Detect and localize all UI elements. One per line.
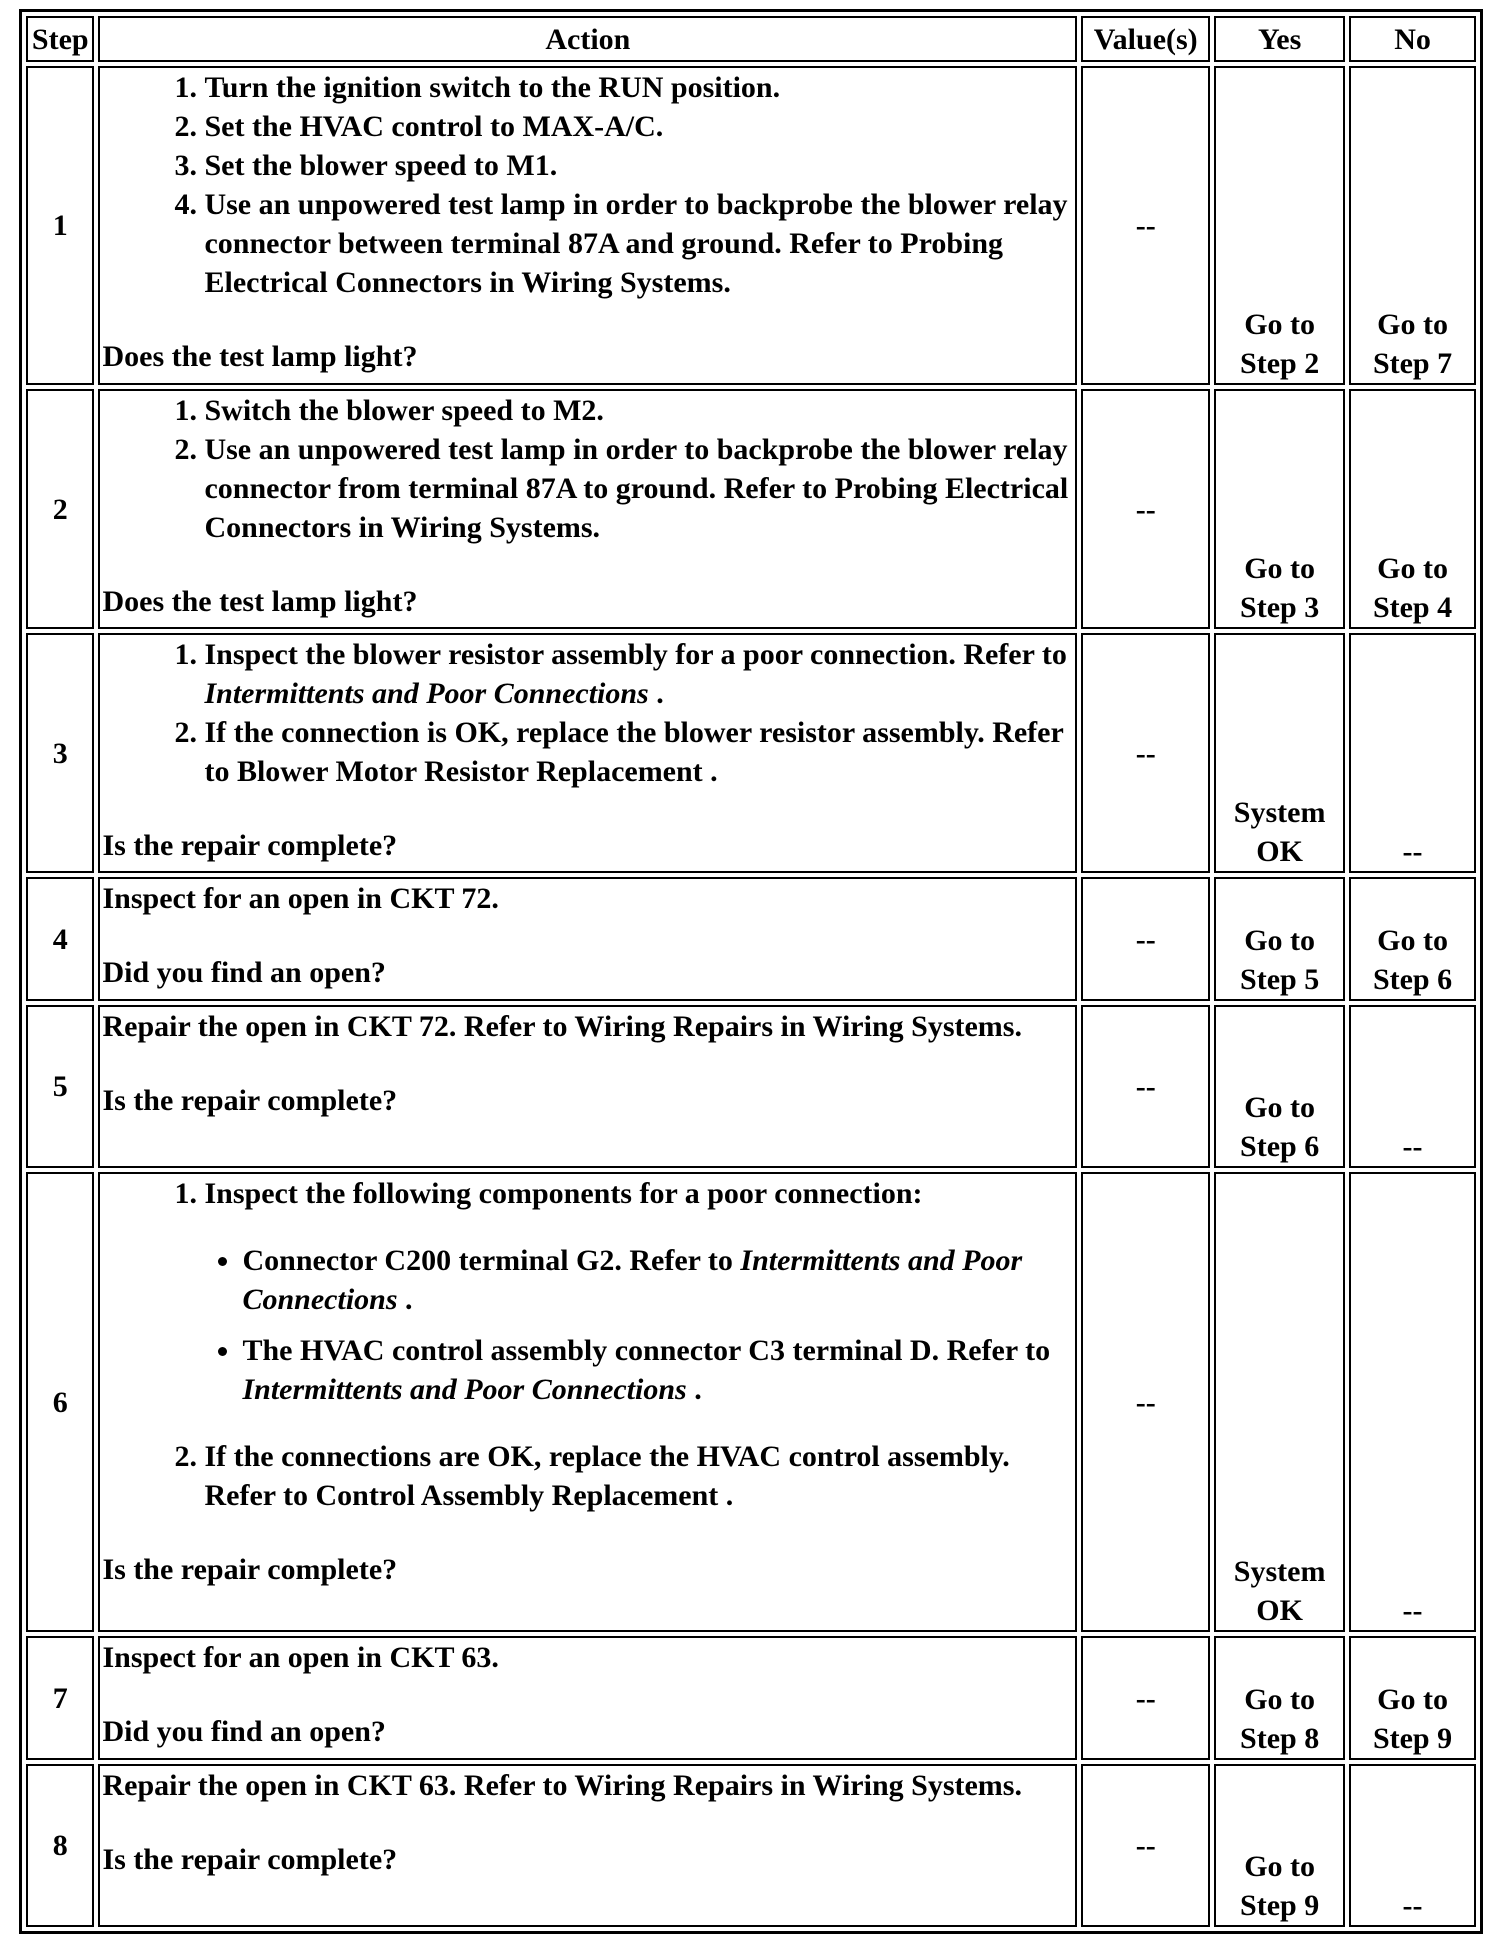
list-item: 2. If the connections are OK, replace the HVAC control assembly. Refer to Control Assembly Replacement .: [204, 1437, 1073, 1515]
value-cell: --: [1081, 66, 1210, 385]
table-row: [26, 1764, 1476, 1927]
no-cell: Go to Step 4: [1349, 389, 1476, 629]
item-text: Inspect the following components for a poor connection:: [204, 1177, 923, 1210]
header-no: No: [1349, 16, 1476, 62]
list-item: 2. If the connection is OK, replace the blower resistor assembly. Refer to Blower Motor Resistor Replacement .: [204, 713, 1073, 791]
action-list: [102, 635, 1073, 791]
value-cell: --: [1081, 1172, 1210, 1632]
question: Is the repair complete?: [102, 829, 398, 862]
table-row: [26, 1636, 1476, 1760]
header-step: Step: [26, 16, 94, 62]
step-number: 3: [26, 633, 94, 873]
item-text: .: [397, 1283, 413, 1316]
header-row: [26, 16, 1476, 62]
action-cell: [98, 1636, 1077, 1760]
yes-cell: Go to Step 2: [1214, 66, 1345, 385]
action-cell: [98, 1172, 1077, 1632]
no-cell: --: [1349, 1764, 1476, 1927]
no-cell: --: [1349, 1172, 1476, 1632]
question: Does the test lamp light?: [102, 585, 418, 618]
list-item: 2. Use an unpowered test lamp in order to backprobe the blower relay connector from terminal 87A to ground. Refer to Probing Electrical Connectors in Wiring Systems.: [204, 430, 1073, 547]
header-values: Value(s): [1081, 16, 1210, 62]
action-list: [102, 1174, 1073, 1515]
reference-link-text: Intermittents and Poor Connections: [242, 1373, 687, 1406]
list-item: 3. Set the blower speed to M1.: [204, 146, 1073, 185]
diagnostic-table: [19, 9, 1483, 1934]
table-row: [26, 1172, 1476, 1632]
action-cell: [98, 877, 1077, 1001]
value-cell: --: [1081, 389, 1210, 629]
question: Did you find an open?: [102, 956, 386, 989]
question: Did you find an open?: [102, 1715, 386, 1748]
yes-cell: Go to Step 6: [1214, 1005, 1345, 1168]
step-number: 2: [26, 389, 94, 629]
list-item: [204, 635, 1073, 713]
list-item: 1. Switch the blower speed to M2.: [204, 391, 1073, 430]
reference-link-text: Intermittents and Poor Connections: [242, 1244, 1023, 1316]
table-row: [26, 66, 1476, 385]
question: Is the repair complete?: [102, 1843, 398, 1876]
no-cell: --: [1349, 633, 1476, 873]
action-list: [102, 391, 1073, 547]
item-text: .: [686, 1373, 702, 1406]
bullet-item: [242, 1241, 1073, 1319]
question: Does the test lamp light?: [102, 340, 418, 373]
no-cell: --: [1349, 1005, 1476, 1168]
list-item: 2. Set the HVAC control to MAX-A/C.: [204, 107, 1073, 146]
table-row: [26, 633, 1476, 873]
action-cell: [98, 633, 1077, 873]
action-text: Repair the open in CKT 72. Refer to Wiring Repairs in Wiring Systems.: [102, 1010, 1022, 1043]
yes-cell: System OK: [1214, 1172, 1345, 1632]
table-row: [26, 1005, 1476, 1168]
bullet-list: [204, 1241, 1073, 1409]
yes-cell: Go to Step 8: [1214, 1636, 1345, 1760]
action-cell: [98, 389, 1077, 629]
step-number: 8: [26, 1764, 94, 1927]
question: Is the repair complete?: [102, 1553, 398, 1586]
value-cell: --: [1081, 633, 1210, 873]
table-row: [26, 877, 1476, 1001]
header-action: Action: [98, 16, 1077, 62]
action-list: [102, 68, 1073, 302]
value-cell: --: [1081, 1764, 1210, 1927]
header-yes: Yes: [1214, 16, 1345, 62]
list-item: 4. Use an unpowered test lamp in order to backprobe the blower relay connector between terminal 87A and ground. Refer to Probing Electrical Connectors in Wiring Systems.: [204, 185, 1073, 302]
value-cell: --: [1081, 1005, 1210, 1168]
list-item: 1. Turn the ignition switch to the RUN position.: [204, 68, 1073, 107]
step-number: 5: [26, 1005, 94, 1168]
item-text: .: [648, 677, 664, 710]
value-cell: --: [1081, 877, 1210, 1001]
action-cell: [98, 1764, 1077, 1927]
action-text: Inspect for an open in CKT 63.: [102, 1641, 499, 1674]
value-cell: --: [1081, 1636, 1210, 1760]
yes-cell: Go to Step 9: [1214, 1764, 1345, 1927]
action-cell: [98, 66, 1077, 385]
yes-cell: Go to Step 3: [1214, 389, 1345, 629]
step-number: 6: [26, 1172, 94, 1632]
item-text: Connector C200 terminal G2. Refer to: [242, 1244, 741, 1277]
table-row: [26, 389, 1476, 629]
no-cell: Go to Step 7: [1349, 66, 1476, 385]
action-cell: [98, 1005, 1077, 1168]
yes-cell: Go to Step 5: [1214, 877, 1345, 1001]
step-number: 1: [26, 66, 94, 385]
no-cell: Go to Step 9: [1349, 1636, 1476, 1760]
item-text: The HVAC control assembly connector C3 terminal D. Refer to: [242, 1334, 1051, 1367]
action-text: Repair the open in CKT 63. Refer to Wiring Repairs in Wiring Systems.: [102, 1769, 1022, 1802]
list-item: [204, 1174, 1073, 1409]
step-number: 7: [26, 1636, 94, 1760]
action-text: Inspect for an open in CKT 72.: [102, 882, 499, 915]
question: Is the repair complete?: [102, 1084, 398, 1117]
step-number: 4: [26, 877, 94, 1001]
no-cell: Go to Step 6: [1349, 877, 1476, 1001]
bullet-item: [242, 1331, 1073, 1409]
yes-cell: System OK: [1214, 633, 1345, 873]
item-text: Inspect the blower resistor assembly for a poor connection. Refer to: [204, 638, 1067, 671]
reference-link-text: Intermittents and Poor Connections: [204, 677, 649, 710]
